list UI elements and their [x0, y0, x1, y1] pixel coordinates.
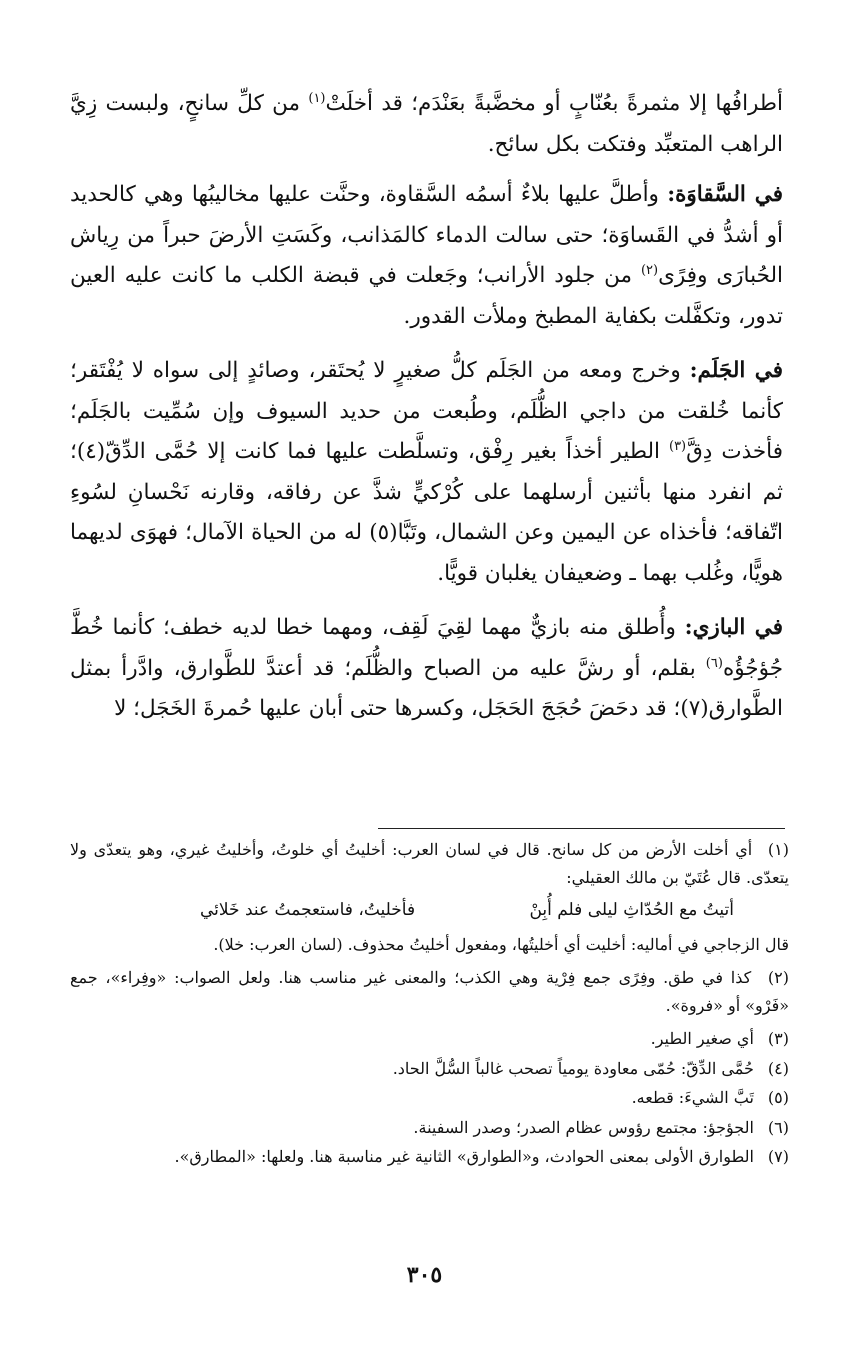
- footnote-number: (٤): [767, 1058, 789, 1078]
- footnote-number: (٧): [767, 1147, 789, 1166]
- footnote-6: [70, 1114, 789, 1142]
- paragraph-text: الطير أخذاً بغير رِفْق، وتسلَّطت عليها فما كانت إلا حُمَّى الدِّقّ(٤)؛ ثم انفرد منها بأثنين أرسلهما على كُرْكيٍّ شذَّ عن رفاقه، وقارنه نَحْسانِ لسُوءِ اتّفاقه؛ فأخذاه عن اليمين وعن الشمال، وتَبَّا(٥) له من الحياة الآمال؛ فهوَى لديهما هويًّا، وغُلب بهما ـ وضعيفان يغلبان قويًّا.: [70, 439, 783, 586]
- footnote-number: (٣): [767, 1029, 789, 1048]
- footnotes: [70, 836, 789, 1173]
- footnote-ref[interactable]: (٣): [668, 438, 687, 454]
- footnote-ref[interactable]: (١): [308, 90, 326, 106]
- paragraph-text: وأطلَّ عليها بلاءٌ أسمُه السَّقاوة، وحنَّت عليها مخاليبُها وهي كالحديد أو أشدُّ في القَساوَة؛ حتى سالت الدماء كالمَذانب، وكَسَتِ الأرضَ حبراً من رِياش الحُبارَى وفِرًى: [70, 182, 783, 288]
- footnote-4: [70, 1055, 789, 1083]
- footnote-number: (٦): [767, 1117, 789, 1137]
- section-heading: في السَّقاوَة:: [667, 182, 783, 207]
- paragraph-text: أطرافُها إلا مثمرةً بعُنّابٍ أو مخضَّبةً بعَنْدَم؛ قد أخلَتْ: [325, 91, 783, 116]
- footnote-text: أي أخلت الأرض من كل سانح. قال في لسان العرب: أخليتُ أي خلوتُ، وأخليتُ غيري، وهو يتعدّى ولا يتعدّى. قال عُتَيّ بن مالك العقيلي:: [70, 840, 789, 887]
- verse-hemistich-left: فأخليتُ، فاستعجمتُ عند خَلائي: [200, 900, 416, 920]
- paragraph-text: من كلِّ سانحٍ، ولبست زِيَّ الراهب المتعبِّد وفتكت بكل سائح.: [70, 91, 783, 157]
- paragraph-saqawa: [70, 175, 783, 337]
- footnote-number: (٢): [767, 968, 789, 987]
- footnote-number: (١): [767, 840, 789, 859]
- paragraph-text: وخرج ومعه من الجَلَم كلُّ صغيرٍ لا يُحتَقر، وصائدٍ إلى سواه لا يُفْتَقر؛ كأنما خُلقت من داجي الظُّلَم، وطُبعت من حديد السيوف وإن سُمِّيت بالجَلَم؛ فأخذت دِقَّ: [70, 358, 783, 464]
- footnote-text: الجؤجؤ: مجتمع رؤوس عظام الصدر؛ وصدر السفينة.: [413, 1117, 754, 1137]
- footnote-2: [70, 964, 789, 1019]
- footnote-text: الطوارق الأولى بمعنى الحوادث، و«الطوارق» الثانية غير مناسبة هنا. ولعلها: «المطارق».: [174, 1147, 754, 1166]
- footnote-divider: [378, 828, 785, 829]
- footnote-1-continued: [70, 931, 789, 959]
- paragraph-text: من جلود الأرانب؛ وجَعلت في قبضة الكلب ما كانت عليه العين تدور، وتكفَّلت بكفاية المطبخ وملأت القدور.: [70, 263, 783, 329]
- paragraph-text: وأُطلق منه بازيٌّ مهما لقِيَ لَقِف، ومهما خطا لديه خطف؛ كأنما خُطَّ جُؤجُؤُه: [70, 615, 783, 681]
- paragraph-text: بقلم، أو رشَّ عليه من الصباح والظُّلَم؛ قد أعتدَّ للطَّوارق، وادَّرأ بمثل الطَّوارق(٧)؛ قد دحَضَ حُجَجَ الحَجَل، وكسرها حتى أبان عليها حُمرةَ الخَجَل؛ لا: [70, 655, 783, 721]
- main-text: [70, 84, 783, 744]
- footnote-1: [70, 836, 789, 891]
- footnote-text: تَبَّ الشيءَ: قطعه.: [631, 1088, 754, 1107]
- footnote-7: [70, 1143, 789, 1171]
- footnote-verse: [70, 897, 789, 925]
- page-number: ٣٠٥: [406, 1262, 443, 1288]
- footnote-ref[interactable]: (٢): [640, 262, 659, 278]
- footnote-number: (٥): [767, 1088, 789, 1107]
- footnote-text: قال الزجاجي في أماليه: أخليت أي أخليتُها، ومفعول أخليتُ محذوف. (لسان العرب: خلا).: [213, 934, 789, 954]
- footnote-text: كذا في طق. وفِرًى جمع فِرْية وهي الكذب؛ والمعنى غير مناسب هنا. ولعل الصواب: «وفِراء»، جمع «فَرْو» أو «فروة».: [70, 968, 789, 1015]
- paragraph-jalam: [70, 351, 783, 594]
- paragraph-bazi: [70, 608, 783, 730]
- section-heading: في الجَلَم:: [689, 358, 783, 383]
- footnote-ref[interactable]: (٦): [705, 655, 723, 671]
- footnote-text: حُمَّى الدِّقّ: حُمّى معاودة يومياً تصحب غالباً السُّلَّ الحاد.: [392, 1058, 754, 1078]
- paragraph-1: [70, 84, 783, 165]
- footnote-3: [70, 1025, 789, 1053]
- section-heading: في البازي:: [684, 615, 783, 640]
- footnote-5: [70, 1084, 789, 1112]
- footnote-text: أي صغير الطير.: [650, 1029, 754, 1048]
- verse-hemistich-right: أتيتُ مع الحُدّاثِ ليلى فلم أُبِنْ: [529, 900, 734, 920]
